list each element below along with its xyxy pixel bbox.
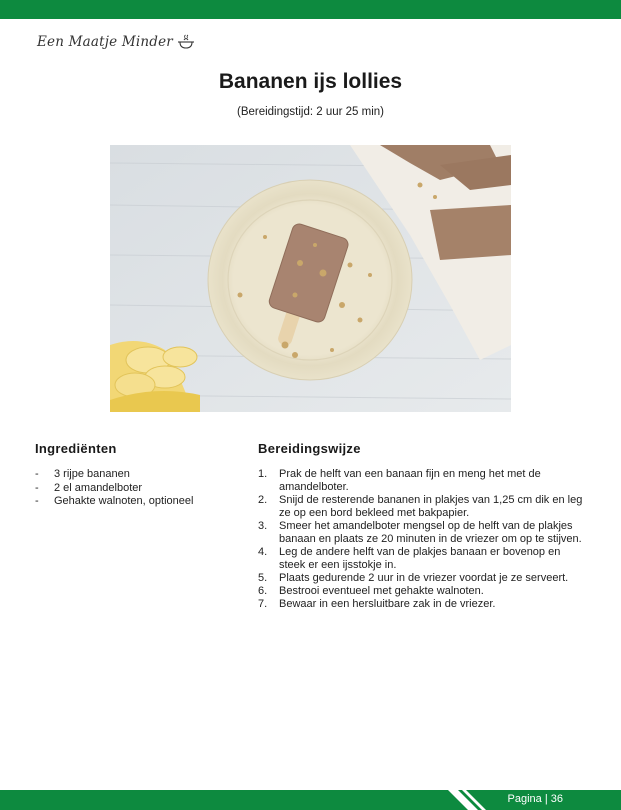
ingredient-text: Gehakte walnoten, optioneel xyxy=(54,495,194,507)
ingredient-text: 2 el amandelboter xyxy=(54,481,143,494)
ingredients-list xyxy=(35,468,245,509)
top-green-bar xyxy=(0,0,621,19)
step-text: Smeer het amandelboter mengsel op de helft van de plakjes banaan en plaats ze 20 minuten in de vriezer om op te stijven. xyxy=(279,520,582,545)
list-item xyxy=(258,585,588,598)
step-number: 3. xyxy=(258,520,268,532)
recipe-title: Bananen ijs lollies xyxy=(218,70,403,93)
list-item xyxy=(258,520,588,546)
step-text: Snijd de resterende bananen in plakjes van 1,25 cm dik en leg ze op een bord bekleed met bakpapier. xyxy=(279,494,583,519)
step-number: 5. xyxy=(258,572,268,584)
step-text: Bewaar in een hersluitbare zak in de vriezer. xyxy=(279,598,496,610)
list-item xyxy=(258,468,588,494)
ingredients-heading: Ingrediënten xyxy=(35,441,117,456)
step-text: Prak de helft van een banaan fijn en meng het met de amandelboter. xyxy=(279,468,541,493)
step-number: 6. xyxy=(258,585,268,597)
cooking-pot-icon xyxy=(177,34,195,50)
step-number: 4. xyxy=(258,546,268,558)
logo xyxy=(37,34,195,50)
bullet-dash: - xyxy=(35,468,39,480)
step-text: Leg de andere helft van de plakjes banaan er bovenop en steek er een ijsstokje in. xyxy=(279,546,561,571)
recipe-photo xyxy=(110,145,511,412)
list-item xyxy=(258,598,588,611)
footer-stripe-decoration xyxy=(448,790,488,810)
prep-time: (Bereidingstijd: 2 uur 25 min) xyxy=(236,106,384,118)
list-item xyxy=(258,546,588,572)
step-number: 7. xyxy=(258,598,268,610)
step-text: Bestrooi eventueel met gehakte walnoten. xyxy=(279,585,484,597)
bullet-dash: - xyxy=(35,481,39,494)
bullet-dash: - xyxy=(35,495,39,507)
list-item xyxy=(35,482,245,496)
method-list xyxy=(258,468,588,611)
list-item xyxy=(35,495,245,509)
page-number: Pagina | 36 xyxy=(507,793,563,805)
step-text: Plaats gedurende 2 uur in de vriezer voordat je ze serveert. xyxy=(279,572,569,584)
step-number: 2. xyxy=(258,494,268,506)
list-item xyxy=(35,468,245,482)
logo-text: Een Maatje Minder xyxy=(37,34,173,50)
ingredient-text: 3 rijpe bananen xyxy=(54,468,130,480)
list-item xyxy=(258,494,588,520)
method-heading: Bereidingswijze xyxy=(258,441,361,456)
step-number: 1. xyxy=(258,468,268,480)
list-item xyxy=(258,572,588,585)
